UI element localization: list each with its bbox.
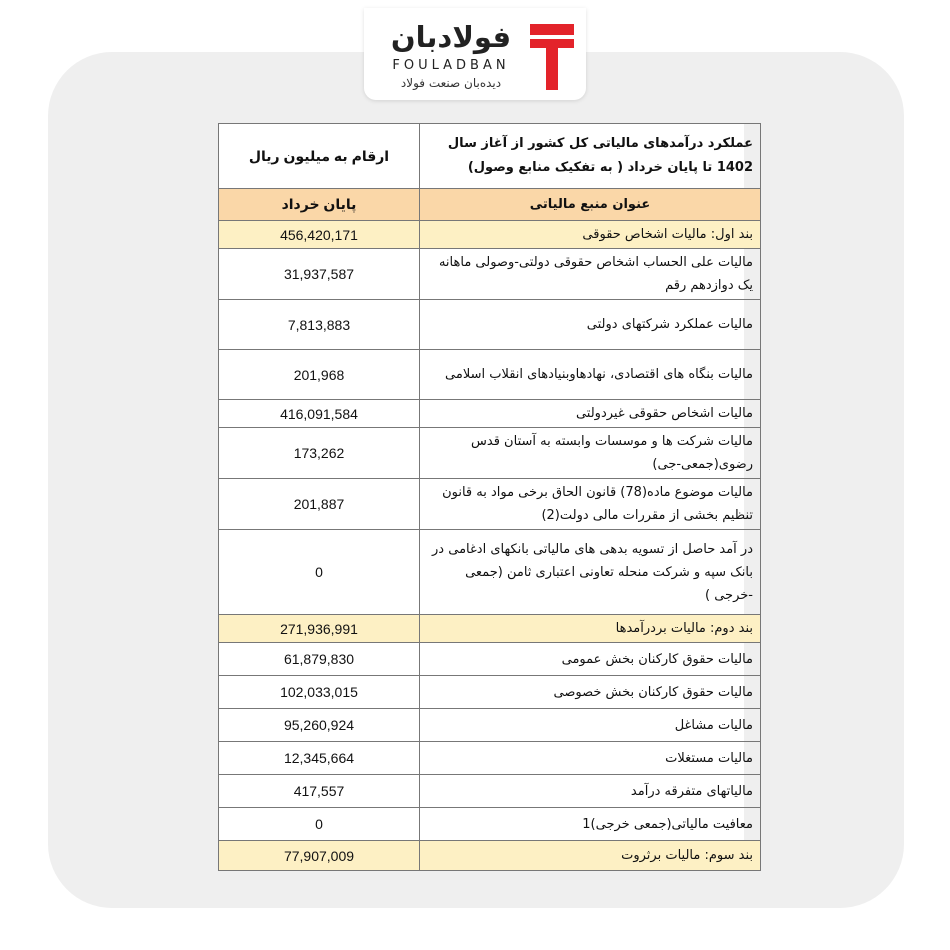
section-row <box>219 221 761 249</box>
row-value: 201,887 <box>219 479 420 530</box>
row-value: 7,813,883 <box>219 300 420 350</box>
row-label: مالیات شرکت ها و موسسات وابسته به آستان قدس رضوی(جمعی-جی) <box>420 428 761 479</box>
table-title: عملکرد درآمدهای مالیاتی کل کشور از آغاز سال 1402 تا پایان خرداد ( به تفکیک منابع وصول) <box>420 124 761 189</box>
row-value: 173,262 <box>219 428 420 479</box>
row-label: مالیاتهای متفرقه درآمد <box>420 775 761 808</box>
table-row <box>219 643 761 676</box>
table-row <box>219 742 761 775</box>
table-header-row <box>219 124 761 189</box>
row-label: مالیات بنگاه های اقتصادی، نهادهاوبنیادهای انقلاب اسلامی <box>420 350 761 400</box>
tax-revenue-table <box>218 123 753 864</box>
table-row <box>219 808 761 841</box>
row-label: مالیات حقوق کارکنان بخش خصوصی <box>420 676 761 709</box>
logo-name-fa: فولادبان <box>390 20 512 54</box>
row-label: بند دوم: مالیات بردرآمدها <box>420 615 761 643</box>
row-label: مالیات علی الحساب اشخاص حقوقی دولتی-وصولی ماهانه یک دوازدهم رقم <box>420 249 761 300</box>
revenue-table <box>218 123 761 871</box>
row-label: مالیات حقوق کارکنان بخش عمومی <box>420 643 761 676</box>
row-value: 0 <box>219 530 420 615</box>
table-row <box>219 676 761 709</box>
column-header-value: پایان خرداد <box>219 189 420 221</box>
table-row <box>219 300 761 350</box>
row-label: معافیت مالیاتی(جمعی خرجی)1 <box>420 808 761 841</box>
steel-beam-icon <box>528 22 576 92</box>
section-row <box>219 615 761 643</box>
row-label: بند اول: مالیات اشخاص حقوقی <box>420 221 761 249</box>
logo-tagline: دیده‌بان صنعت فولاد <box>400 76 502 90</box>
column-header-source: عنوان منبع مالیاتی <box>420 189 761 221</box>
row-label: مالیات مشاغل <box>420 709 761 742</box>
table-row <box>219 400 761 428</box>
row-label: در آمد حاصل از تسویه بدهی های مالیاتی بانکهای ادغامی در بانک سپه و شرکت منحله تعاونی اعتباری ثامن (جمعی -خرجی ) <box>420 530 761 615</box>
row-value: 271,936,991 <box>219 615 420 643</box>
section-row <box>219 841 761 871</box>
row-value: 456,420,171 <box>219 221 420 249</box>
brand-logo <box>364 8 586 100</box>
logo-name-en: FOULADBAN <box>392 58 510 73</box>
table-row <box>219 428 761 479</box>
row-value: 417,557 <box>219 775 420 808</box>
row-value: 31,937,587 <box>219 249 420 300</box>
table-row <box>219 775 761 808</box>
row-label: بند سوم: مالیات برثروت <box>420 841 761 871</box>
column-header-row <box>219 189 761 221</box>
row-label: مالیات مستغلات <box>420 742 761 775</box>
row-value: 12,345,664 <box>219 742 420 775</box>
row-label: مالیات اشخاص حقوقی غیردولتی <box>420 400 761 428</box>
table-row <box>219 479 761 530</box>
table-row <box>219 350 761 400</box>
unit-note: ارقام به میلیون ریال <box>219 124 420 189</box>
row-value: 201,968 <box>219 350 420 400</box>
row-value: 0 <box>219 808 420 841</box>
table-row <box>219 249 761 300</box>
row-value: 416,091,584 <box>219 400 420 428</box>
table-row <box>219 530 761 615</box>
row-value: 77,907,009 <box>219 841 420 871</box>
table-row <box>219 709 761 742</box>
row-value: 61,879,830 <box>219 643 420 676</box>
row-label: مالیات عملکرد شرکتهای دولتی <box>420 300 761 350</box>
row-value: 95,260,924 <box>219 709 420 742</box>
row-label: مالیات موضوع ماده(78) قانون الحاق برخی مواد به قانون تنظیم بخشی از مقررات مالی دولت(2) <box>420 479 761 530</box>
row-value: 102,033,015 <box>219 676 420 709</box>
